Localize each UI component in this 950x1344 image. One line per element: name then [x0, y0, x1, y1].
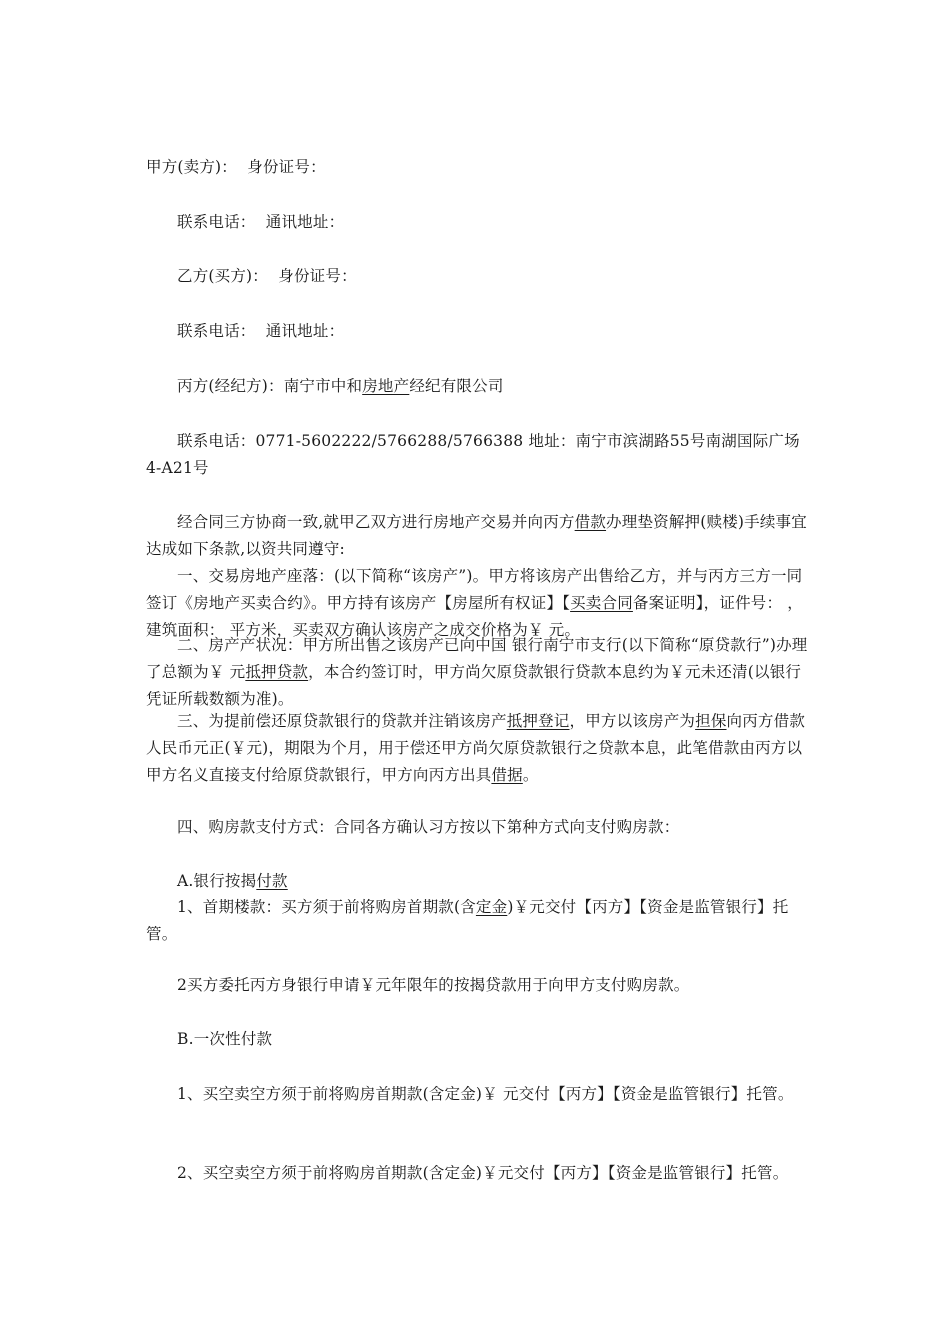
mortgage-registration-link[interactable]: 抵押登记: [506, 712, 570, 730]
option-a-item-2: 2买方委托丙方身银行申请￥元年限年的按揭贷款用于向甲方支付购房款。: [177, 976, 690, 994]
clause-2: 二、房产产状况：甲方所出售之该房产已向中国 银行南宁市支行(以下简称“原贷款行”)办理了总额为￥ 元抵押贷款，本合约签订时，甲方尚欠原贷款银行贷款本息约为￥元未还清(以银行凭证所载数额为准)。: [146, 636, 808, 708]
payment-link[interactable]: 付款: [256, 872, 288, 890]
party-a-line: [146, 154, 810, 181]
party-c-line: 丙方(经纪方)：南宁市中和房地产经纪有限公司: [177, 377, 504, 395]
option-b-item-1: 1、买空卖空方须于前将购房首期款(含定金)￥ 元交付【丙方】【资金是监管银行】托管。: [177, 1085, 794, 1103]
party-a-phone-label: 联系电话：: [177, 213, 256, 231]
clause-1: 一、交易房地产座落：(以下简称“该房产”)。甲方将该房产出售给乙方，并与丙方三方一同签订《房地产买卖合约》。甲方持有该房产【房屋所有权证】【买卖合同备案证明】，证件号： ， 建筑面积： 平方米，买卖双方确认该房产之成交价格为￥ 元。: [146, 567, 803, 639]
deposit-link[interactable]: 定金: [475, 898, 508, 916]
mortgage-loan-link[interactable]: 抵押贷款: [245, 663, 309, 681]
party-a-contact-line: [146, 209, 810, 236]
party-b-id-label: 身份证号：: [278, 267, 357, 285]
party-b-label: 乙方(买方)：: [177, 267, 268, 285]
clause-4: 四、购房款支付方式：合同各方确认习方按以下第种方式向支付购房款：: [177, 818, 680, 836]
party-b-contact-line: [146, 318, 810, 345]
party-a-id-label: 身份证号：: [247, 158, 326, 176]
guarantee-link[interactable]: 担保: [695, 712, 727, 730]
party-c-contact-line: 联系电话：0771-5602222/5766288/5766388 地址：南宁市滨湖路55号南湖国际广场4-A21号: [146, 432, 800, 477]
intro-paragraph: 经合同三方协商一致,就甲乙双方进行房地产交易并向丙方借款办理垫资解押(赎楼)手续事宜达成如下条款,以资共同遵守:: [146, 513, 807, 558]
loan-link[interactable]: 借款: [574, 513, 607, 531]
sales-contract-link[interactable]: 买卖合同: [570, 594, 633, 612]
party-a-address-label: 通讯地址：: [265, 213, 345, 231]
party-b-line: [146, 263, 810, 290]
option-a-heading: A.银行按揭付款: [177, 872, 288, 890]
party-b-address-label: 通讯地址：: [265, 322, 345, 340]
real-estate-link[interactable]: 房地产: [362, 377, 410, 395]
option-a-item-1: 1、首期楼款：买方须于前将购房首期款(含定金)￥元交付【丙方】【资金是监管银行】托管。: [146, 898, 789, 943]
party-a-label: 甲方(卖方)：: [146, 158, 237, 176]
option-b-heading: B.一次性付款: [177, 1030, 273, 1048]
option-b-item-2: 2、买空卖空方须于前将购房首期款(含定金)￥元交付【丙方】【资金是监管银行】托管。: [177, 1164, 789, 1182]
party-b-phone-label: 联系电话：: [177, 322, 256, 340]
clause-3: 三、为提前偿还原贷款银行的贷款并注销该房产抵押登记，甲方以该房产为担保向丙方借款人民币元正(￥元)，期限为个月，用于偿还甲方尚欠原贷款银行之贷款本息，此笔借款由丙方以甲方名义直接支付给原贷款银行，甲方向丙方出具借据。: [146, 712, 806, 784]
iou-link[interactable]: 借据: [491, 766, 523, 784]
